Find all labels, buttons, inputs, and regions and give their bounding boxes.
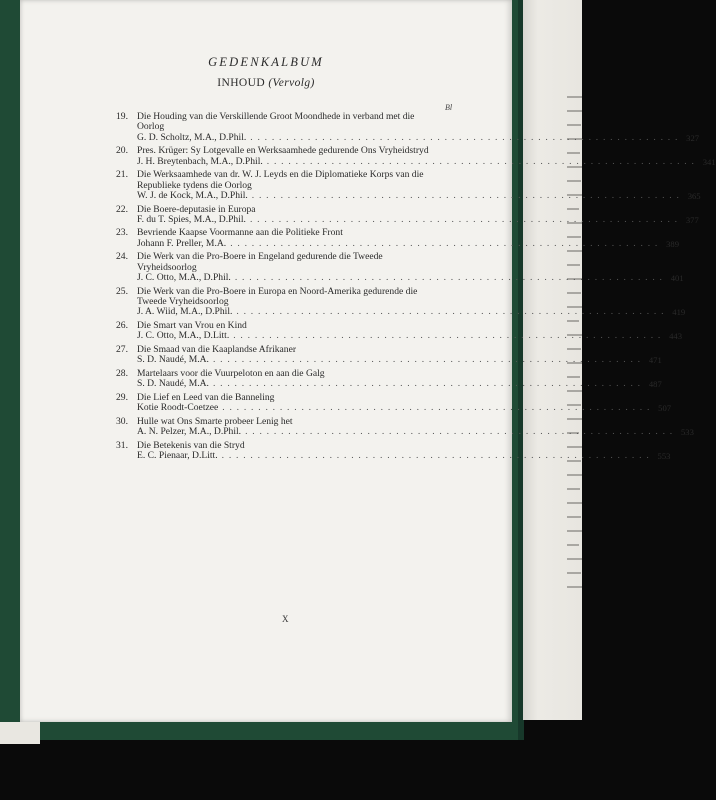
entry-author: F. du T. Spies, M.A., D.Phil. (137, 213, 246, 225)
table-of-contents (116, 111, 716, 464)
entry-number: 29. (116, 391, 128, 403)
entry-page: 507 (658, 403, 672, 414)
leader-dots: ............................................................ (212, 378, 645, 390)
toc-entry (116, 285, 686, 318)
entry-author: A. N. Pelzer, M.A., D.Phil. (137, 426, 242, 437)
toc-entry (116, 319, 683, 342)
toc-entry (116, 227, 679, 249)
entry-author: S. D. Naudé, M.A. (137, 354, 209, 366)
contents-label: INHOUD (217, 77, 266, 89)
toc-entry (116, 111, 700, 143)
leader-dots: ............................................................ (245, 426, 677, 437)
entry-page: 471 (648, 355, 662, 366)
entry-author: S. D. Naudé, M.A. (137, 378, 209, 390)
entry-title: Die Boere-deputasie in Europa (137, 203, 256, 215)
entry-author: J. C. Otto, M.A., D.Litt. (137, 330, 230, 342)
entry-number: 22. (116, 203, 128, 215)
page-corner (0, 722, 40, 744)
entry-number: 21. (116, 169, 128, 181)
entry-author: Johann F. Preller, M.A. (137, 237, 227, 249)
album-title: GEDENKALBUM (208, 55, 324, 69)
leader-dots: ............................................................ (234, 272, 667, 284)
leader-dots: ............................................................ (236, 306, 669, 318)
entry-author: G. D. Scholtz, M.A., D.Phil. (137, 131, 247, 143)
leader-dots: ............................................................ (250, 131, 683, 143)
entry-title: Die Werk van die Pro-Boere in Europa en Noord-Amerika gedurende die Tweede Vryheidsoorlog (137, 285, 418, 308)
entry-title: Die Smart van Vrou en Kind (137, 319, 247, 331)
entry-number: 19. (116, 111, 128, 122)
toc-entry (116, 145, 716, 167)
toc-entry (116, 415, 694, 438)
entry-title: Die Werksaamhede van dr. W. J. Leyds en die Diplomatieke Korps van die Republieke tydens die Oorlog (137, 169, 424, 191)
entry-page: 341 (702, 156, 716, 167)
entry-page: 327 (686, 132, 700, 143)
leader-dots: ............................................................ (221, 449, 654, 461)
entry-page: 553 (657, 450, 671, 461)
toc-entry (116, 439, 671, 462)
leader-dots: ............................................................ (266, 155, 699, 167)
entry-number: 23. (116, 227, 128, 239)
entry-title: Bevriende Kaapse Voormanne aan die Politieke Front (137, 227, 343, 239)
toc-entry (116, 169, 701, 202)
entry-number: 28. (116, 367, 128, 379)
leader-dots: ............................................................ (222, 402, 655, 414)
entry-page: 443 (669, 331, 683, 342)
entry-title: Die Lief en Leed van die Banneling (137, 391, 275, 403)
entry-title: Pres. Krüger: Sy Lotgevalle en Werksaamhede gedurende Ons Vryheidstryd (137, 145, 429, 157)
entry-author: J. C. Otto, M.A., D.Phil. (137, 272, 231, 284)
entry-page: 533 (680, 427, 694, 437)
entry-author: E. C. Pienaar, D.Litt. (137, 449, 218, 461)
entry-page: 389 (666, 238, 679, 249)
entry-number: 30. (116, 415, 128, 427)
entry-author: J. H. Breytenbach, M.A., D.Phil. (137, 155, 263, 167)
entry-author: W. J. de Kock, M.A., D.Phil. (137, 190, 248, 202)
entry-number: 26. (116, 319, 128, 331)
contents-heading (20, 77, 512, 89)
toc-entry (116, 367, 662, 390)
leader-dots: ............................................................ (233, 330, 666, 342)
entry-page: 401 (670, 273, 684, 284)
toc-entry (116, 343, 662, 366)
entry-page: 377 (685, 214, 699, 225)
entry-title: Die Houding van die Verskillende Groot Moondhede in verband met die Oorlog (137, 111, 415, 133)
entry-page: 487 (648, 379, 662, 390)
toc-entry (116, 391, 672, 414)
leader-dots: ............................................................ (251, 190, 684, 202)
continued-label: (Vervolg) (268, 77, 315, 89)
entry-title: Hulle wat Ons Smarte probeer Lenig het (137, 415, 293, 427)
page-header (20, 55, 512, 89)
toc-entry (116, 251, 684, 284)
entry-title: Die Betekenis van die Stryd (137, 439, 245, 451)
entry-number: 24. (116, 251, 128, 263)
entry-title: Die Werk van die Pro-Boere in Engeland gedurende die Tweede Vryheidsoorlog (137, 251, 383, 273)
entry-page: 365 (687, 191, 701, 202)
entry-author: J. A. Wiid, M.A., D.Phil. (137, 306, 233, 318)
entry-page: 419 (672, 307, 686, 318)
leader-dots: ............................................................ (230, 237, 663, 249)
entry-author: Kotie Roodt-Coetzee (137, 402, 219, 414)
page-column-label: Bl (445, 103, 453, 112)
leader-dots: ............................................................ (249, 213, 682, 225)
entry-title: Martelaars voor die Vuurpeloton en aan die Galg (137, 367, 325, 379)
entry-title: Die Smaad van die Kaaplandse Afrikaner (137, 343, 297, 355)
folio-number: X (282, 614, 290, 624)
entry-number: 31. (116, 439, 128, 451)
toc-entry (116, 203, 699, 226)
entry-number: 20. (116, 145, 128, 157)
leader-dots: ............................................................ (212, 354, 645, 366)
entry-number: 27. (116, 343, 128, 355)
entry-number: 25. (116, 285, 128, 297)
